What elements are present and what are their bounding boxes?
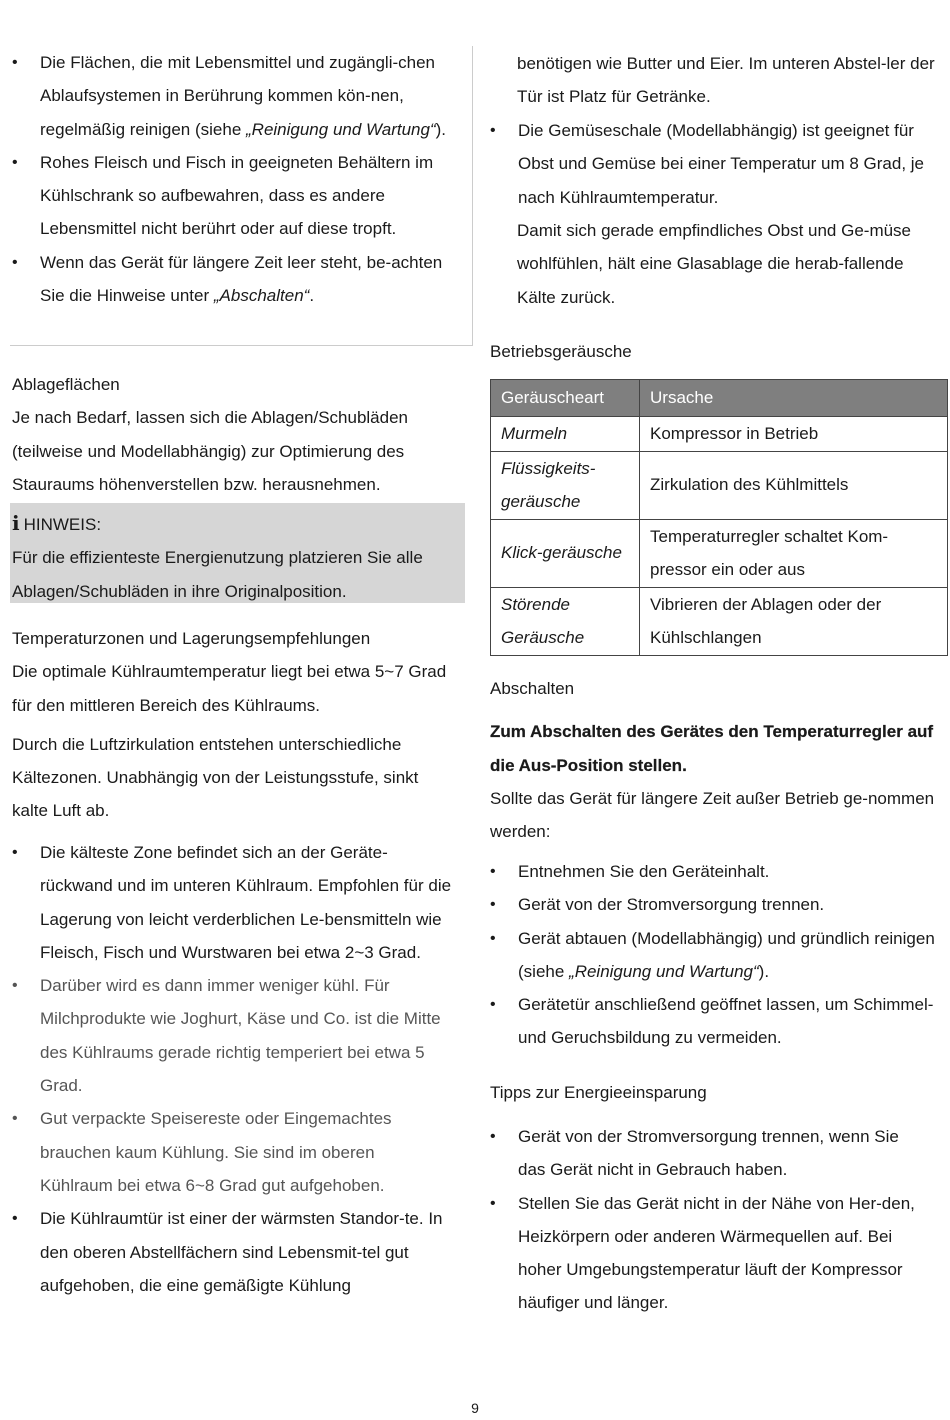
table-cell: Klick-geräusche <box>491 519 640 587</box>
note-title: i HINWEIS: <box>12 511 102 535</box>
table-cell: Flüssigkeits-geräusche <box>491 451 640 519</box>
paragraph: Damit sich gerade empfindliches Obst und Ge-müse wohlfühlen, hält eine Glasablage die herab-fallende Kälte zurück. <box>517 221 912 307</box>
list-item: • Die kälteste Zone befindet sich an der Geräte-rückwand und im unteren Kühlraum. Empfohlen für die Lagerung von leicht verderblichen Le-bensmitteln wie Fleisch, Fisch und Wurstwaren bei etwa 2~3 Grad. <box>12 836 452 969</box>
list-item: • Die Gemüseschale (Modellabhängig) ist geeignet für Obst und Gemüse bei einer Temperatur um 8 Grad, je nach Kühlraumtemperatur. <box>490 114 942 214</box>
list-item: • Wenn das Gerät für längere Zeit leer steht, be-achten Sie die Hinweise unter „Abschalten“. <box>12 246 452 313</box>
section-heading: Betriebsgeräusche <box>490 342 632 361</box>
info-icon: i <box>12 511 20 535</box>
list-item: • Gerätetür anschließend geöffnet lassen, um Schimmel- und Geruchsbildung zu vermeiden. <box>490 988 940 1055</box>
off-list <box>490 855 940 1055</box>
vegetable-list <box>490 114 942 214</box>
table-row <box>491 519 948 587</box>
table-row <box>491 417 948 452</box>
section-heading: Abschalten <box>490 679 575 698</box>
paragraph: Die optimale Kühlraumtemperatur liegt bei etwa 5~7 Grad für den mittleren Bereich des Kühlraums. <box>12 662 447 715</box>
paragraph: Sollte das Gerät für längere Zeit außer Betrieb ge-nommen werden: <box>490 788 935 842</box>
subheading: Zum Abschalten des Gerätes den Temperaturregler auf die Aus-Position stellen. <box>490 722 934 775</box>
hygiene-list <box>12 46 452 312</box>
paragraph: Je nach Bedarf, lassen sich die Ablagen/Schubläden (teilweise und Modellabhängig) zur Optimierung des Stauraums höhenverstellen bzw. herausnehmen. <box>12 408 408 494</box>
list-item: • Gerät von der Stromversorgung trennen. <box>490 888 940 921</box>
noise-table <box>490 379 948 656</box>
paragraph: Durch die Luftzirkulation entstehen unterschiedliche Kältezonen. Unabhängig von der Leistungsstufe, sinkt kalte Luft ab. <box>12 734 419 821</box>
table-cell: Kompressor in Betrieb <box>640 417 948 452</box>
list-item: • Gut verpackte Speisereste oder Eingemachtes brauchen kaum Kühlung. Sie sind im oberen Kühlraum bei etwa 6~8 Grad gut aufgehoben. <box>12 1102 452 1202</box>
note-box <box>10 503 465 603</box>
table-header-row <box>491 380 948 417</box>
zones-list <box>12 836 452 1302</box>
list-item: • Gerät abtauen (Modellabhängig) und gründlich reinigen (siehe „Reinigung und Wartung“). <box>490 922 940 989</box>
shelves-section <box>12 368 462 501</box>
paragraph: benötigen wie Butter und Eier. Im unteren Abstel-ler der Tür ist Platz für Getränke. <box>517 54 935 107</box>
table-cell: Temperaturregler schaltet Kom-pressor ein oder aus <box>640 519 948 587</box>
hygiene-box <box>10 46 473 346</box>
page-number: 9 <box>471 1400 479 1416</box>
list-item: • Darüber wird es dann immer weniger kühl. Für Milchprodukte wie Joghurt, Käse und Co. ist die Mitte des Kühlraums gerade richtig temperiert bei etwa 5 Grad. <box>12 969 452 1102</box>
table-cell: Störende Geräusche <box>491 587 640 655</box>
table-cell: Zirkulation des Kühlmittels <box>640 451 948 519</box>
list-item: • Rohes Fleisch und Fisch in geeigneten Behältern im Kühlschrank so aufbewahren, dass es andere Lebensmittel nicht berührt oder auf diese tropft. <box>12 146 452 246</box>
list-item: • Gerät von der Stromversorgung trennen, wenn Sie das Gerät nicht in Gebrauch haben. <box>490 1120 930 1187</box>
table-cell: Vibrieren der Ablagen oder der Kühlschlangen <box>640 587 948 655</box>
list-item: • Die Flächen, die mit Lebensmittel und zugängli-chen Ablaufsystemen in Berührung kommen kön-nen, regelmäßig reinigen (siehe „Reinigung und Wartung“). <box>12 46 452 146</box>
table-row <box>491 451 948 519</box>
tips-list <box>490 1120 930 1320</box>
section-heading: Ablageflächen <box>12 375 120 394</box>
section-heading: Temperaturzonen und Lagerungsempfehlungen <box>12 629 371 648</box>
list-item: • Stellen Sie das Gerät nicht in der Nähe von Her-den, Heizkörpern oder anderen Wärmequellen auf. Bei hoher Umgebungstemperatur läuft der Kompressor häufiger und länger. <box>490 1187 930 1320</box>
table-header: Geräuscheart <box>491 380 640 417</box>
list-item: • Entnehmen Sie den Geräteinhalt. <box>490 855 940 888</box>
section-heading: Tipps zur Energieeinsparung <box>490 1083 707 1102</box>
list-item: • Die Kühlraumtür ist einer der wärmsten Standor-te. In den oberen Abstellfächern sind Lebensmit-tel gut aufgehoben, die eine gemäßigte Kühlung <box>12 1202 452 1302</box>
table-header: Ursache <box>640 380 948 417</box>
note-text: Für die effizienteste Energienutzung platzieren Sie alle Ablagen/Schubläden in ihre Originalposition. <box>12 548 423 601</box>
off-section <box>490 672 940 848</box>
zones-section <box>12 622 452 828</box>
table-cell: Murmeln <box>491 417 640 452</box>
table-row <box>491 587 948 655</box>
